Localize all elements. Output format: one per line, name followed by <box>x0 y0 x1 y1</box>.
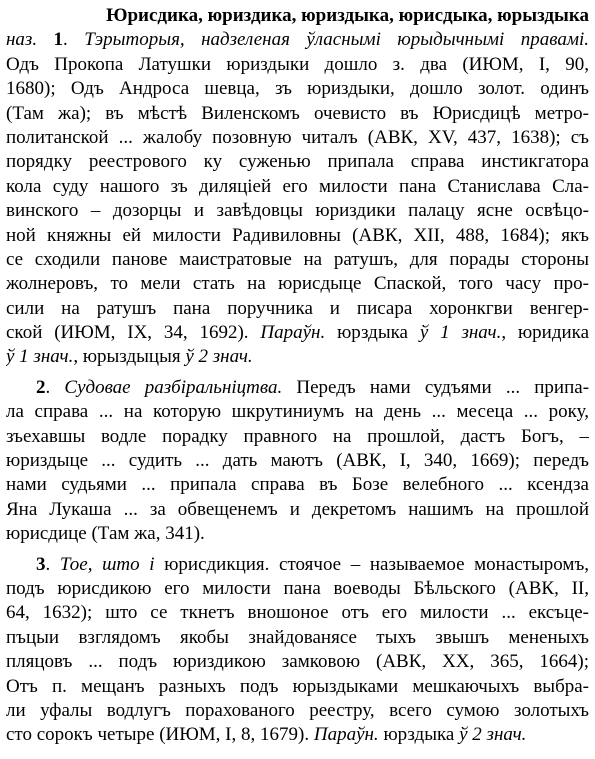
text-line: ў 1 знач., юрыздыцыя ў 2 знач. <box>6 346 253 368</box>
text-line: Яна Лукаша ... за обвещенемъ и декретомъ нашимъ на прошлой <box>6 498 589 520</box>
sense2-definition: Судовае разбіральніцтва. <box>64 376 283 398</box>
sense1-body <box>6 53 589 370</box>
text-line: ли уфалы водлугъ порахованого реестру, всего сумою золотыхъ <box>6 699 589 721</box>
text-line: зъехавшы водле порадку правного на прошлой, дастъ Богъ, – <box>6 425 589 447</box>
text-line: порядку реестрового ку суженью припала справа инстикгатора <box>6 151 589 173</box>
compare-word: юрздыка <box>383 724 455 746</box>
text-line: ла справа ... на которую шкрутиниумъ на день ... месеца ... року, <box>6 401 589 423</box>
compare-label: Параўн. <box>313 724 379 746</box>
compare-word: юридика <box>517 322 589 344</box>
sense-ref: ў 1 знач. <box>6 346 74 368</box>
sense3-number: 3 <box>36 553 46 575</box>
text-line: нами судьями ... припала справа въ Бозе велебного ... ксендза <box>6 474 589 496</box>
text-line: политанской ... жалобу позовную читалъ (АВК, XV, 437, 1638); съ <box>6 126 589 148</box>
text-line <box>6 723 589 747</box>
sense-ref: ў 2 знач. <box>185 346 253 368</box>
citation-text: Передъ нами судъями ... припа- <box>296 376 589 398</box>
text-line: юриздыце ... судить ... дать маютъ (АВК, I, 340, 1669); передъ <box>6 450 589 472</box>
text-line: (Там жа); въ мѣстѣ Виленскомъ очевисто въ Юрисдицѣ метро- <box>6 102 589 124</box>
text-line: ной княжны ей милости Радивиловны (АВК, XII, 488, 1684); якъ <box>6 224 589 246</box>
compare-label: Параўн. <box>260 322 326 344</box>
text-line: Одъ Прокопа Латушки юриздыки дошло з. два (ИЮМ, I, 90, <box>6 53 589 75</box>
separator: , <box>501 322 507 344</box>
sense-ref: ў 1 знач. <box>419 322 502 344</box>
text-line: юрисдице (Там жа, 341). <box>6 523 205 545</box>
sense3-body <box>6 553 589 748</box>
compare-word: юрздыка <box>337 322 408 344</box>
text-line: 64, 1632); што се ткнетъ вношоное отъ его милости ... ексъце- <box>6 602 589 624</box>
sense1-first-line: наз. 1. Тэрыторыя, надзеленая ўласнымі юрыдычнымі правамі. <box>6 29 589 51</box>
citation-text: юрисдикция. стоячое – называемое монастыромъ, <box>164 553 589 575</box>
headword-line <box>6 4 589 28</box>
text-line: 1680); Одъ Андроса шевца, зъ юриздыки, дошло золот. одинъ <box>6 78 589 100</box>
sense2-body <box>6 376 589 547</box>
citation-text: сто сорокъ четыре (ИЮМ, I, 8, 1679). <box>6 724 310 746</box>
sense-ref: ў 2 знач. <box>459 724 527 746</box>
text-line: пъцыи взглядомъ якобы знайдованясе тыхъ звышъ мененыхъ <box>6 626 589 648</box>
text-line: се сходили панове маистратовые на ратушъ, для порады стороны <box>6 248 589 270</box>
text-line: сили на ратушъ пана поручника и писара хоронкгви венгер- <box>6 297 589 319</box>
sense1-definition: Тэрыторыя, надзеленая ўласнымі юрыдычнымі правамі. <box>84 29 589 51</box>
text-line <box>6 321 589 345</box>
compare-word: юрыздыцыя <box>82 346 181 368</box>
text-line: винского – дозорцы и завѣдовцы юриздики палацу ясне освѣцо- <box>6 200 589 222</box>
text-line: кола суду нашого зъ диляціей его милости пана Станислава Сла- <box>6 175 589 197</box>
sense2-first-line: 2. Судовае разбіральніцтва. Передъ нами судъями ... припа- <box>36 376 589 398</box>
headword: Юрисдика, юриздика, юриздыка, юрисдыка, юрыздыка <box>106 5 589 26</box>
citation-text: ской (ИЮМ, IX, 34, 1692). <box>6 322 249 344</box>
sense2-number: 2 <box>36 376 46 398</box>
text-line: подъ юрисдикою его милости пана воеводы Бѣльского (АВК, II, <box>6 577 589 599</box>
text-line: Отъ п. мещанъ разныхъ подъ юрыздыками мешкаючыхъ выбра- <box>6 675 589 697</box>
text-line: пляцовъ ... подъ юриздикою замковою (АВК, XX, 365, 1664); <box>6 651 589 673</box>
part-of-speech: наз. <box>6 29 38 51</box>
sense1-number: 1 <box>53 29 64 51</box>
text-line: жолнеровъ, то мели стать на юрисдыце Спаской, того часу про- <box>6 273 589 295</box>
sense3-definition: Тое, што і <box>59 553 155 575</box>
sense3-first-line: 3. Тое, што і юрисдикция. стоячое – называемое монастыромъ, <box>36 553 589 575</box>
